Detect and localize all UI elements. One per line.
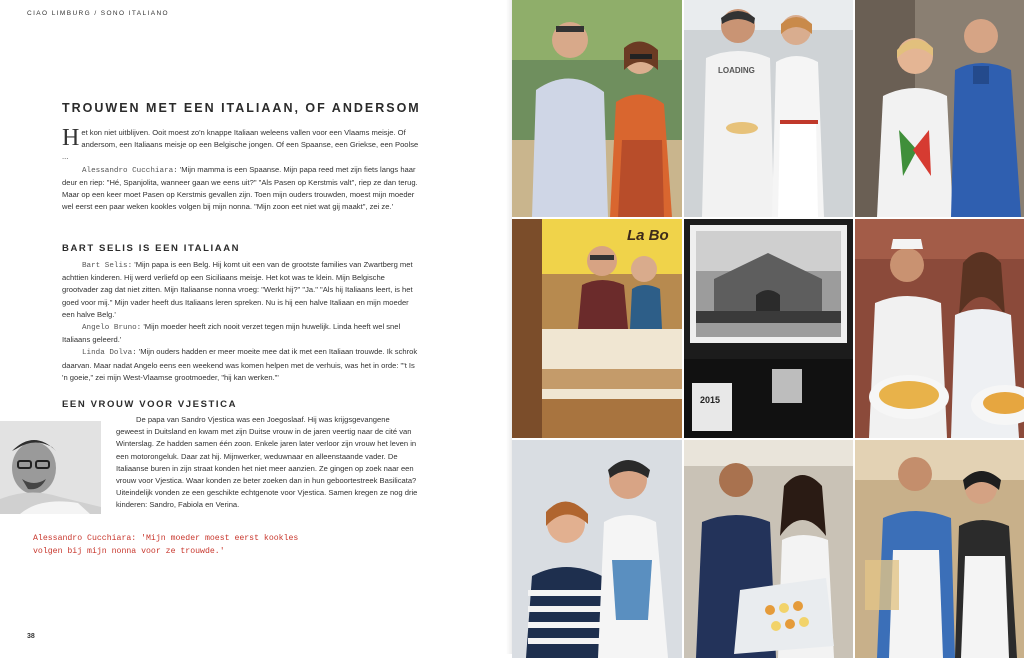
intro-paragraph (62, 127, 420, 164)
photo-couple-plates-illustration (855, 219, 1024, 438)
drop-cap: H (62, 125, 80, 151)
pull-quote: Alessandro Cucchiara: 'Mijn moeder moest eerst kookles volgen bij mijn nonna voor ze trouwde.' (33, 534, 299, 556)
photo-couple-pastries-illustration (684, 440, 853, 658)
photo-couple-plates (855, 219, 1024, 438)
photo-shop-counter-illustration (512, 219, 682, 438)
section-heading-vjestica: EEN VROUW VOOR VJESTICA (62, 399, 238, 410)
photo-historic-building (684, 219, 853, 438)
portrait-photo (0, 421, 101, 514)
vjestica-paragraph: De papa van Sandro Vjestica was een Joegoslaaf. Hij was krijgsgevangene geweest in Duitsland en kwam met zijn Duitse vrouw in de jaren veertig naar de cité van Winterslag. Ze hadden samen één zoon. Enkele jaren later verloor zijn vrouw het leven in een motorongeluk. Daar zat hij. Mijnwerker, weduwnaar en alleenstaande vader. De Italiaanse buren in zijn straat konden het niet meer aanzien. Ze gingen op zoek naar een vrouw voor Vjestica. Waar konden ze beter zoeken dan in hun geboortestreek Basilicata? Uiteindelijk vonden ze een geschikte echtgenote voor Vjestica. Samen kregen ze nog drie kinderen: Sandro, Fabiola en Verina. (116, 415, 418, 510)
page-number: 38 (27, 633, 35, 640)
year-sign: 2015 (700, 395, 721, 405)
photo-couple-blue-shirt-illustration (855, 0, 1024, 217)
section-vjestica (116, 414, 419, 512)
running-head: CIAO LIMBURG / SONO ITALIANO (27, 10, 170, 17)
section-heading-bart-selis: BART SELIS IS EEN ITALIAAN (62, 243, 241, 254)
speaker-name: Alessandro Cucchiara: (82, 166, 178, 175)
article-title: TROUWEN MET EEN ITALIAAN, OF ANDERSOM (62, 101, 421, 115)
photo-couple-terrace (512, 0, 682, 217)
photo-couple-striped-illustration (512, 440, 682, 658)
left-page (0, 0, 512, 654)
photo-couple-pastries (684, 440, 853, 658)
photo-couple-kitchen (684, 0, 853, 217)
quote-paragraph (62, 346, 420, 384)
photo-couple-blue-shirt (855, 0, 1024, 217)
photo-couple-striped (512, 440, 682, 658)
photo-shop-counter (512, 219, 682, 438)
photo-couple-aprons (855, 440, 1024, 658)
portrait-illustration (0, 421, 101, 514)
photo-couple-terrace-illustration (512, 0, 682, 217)
intro-text: et kon niet uitblijven. Ooit moest zo'n knappe Italiaan weleens vallen voor een Vlaams meisje. Of andersom, een Italiaans meisje op een Belgische jongen. Of een Spaanse, een Griekse, een Poolse ... (62, 128, 419, 162)
photo-grid (512, 0, 1024, 654)
speaker-name: Angelo Bruno: (82, 324, 142, 333)
section-intro (62, 127, 420, 213)
photo-historic-building-illustration (684, 219, 853, 438)
quote-text: 'Mijn papa is een Belg. Hij komt uit een van de grootste families van Zwartberg met achttien kinderen. Hij werd verliefd op een Siciliaans meisje. Het kot was te klein. Mijn Belgische grootvader zag dat niet zitten. Mijn Italiaanse nonna vroeg: "Werkt hij?" "Ja." "Als hij Italiaans leert, is het goed voor mij." Mijn vader heeft dus Italiaans leren spreken. Nu is hij een halve Italiaan en mijn moeder een halve Belg.' (62, 260, 413, 319)
quote-text: 'Mijn ouders hadden er meer moeite mee dat ik met een Italiaan trouwde. Ik schrok daarvan. Maar nadat Angelo eens een weekend was komen helpen met de verhuis, was het in orde: "'t Is 'n goeie," zei mijn West-Vlaamse grootmoeder, "hij kan werken."' (62, 347, 418, 382)
quote-paragraph (62, 321, 420, 346)
shirt-text: LOADING (718, 66, 755, 75)
photo-couple-aprons-illustration (855, 440, 1024, 658)
shop-sign: La Bo (627, 227, 669, 244)
speaker-name: Bart Selis: (82, 262, 133, 270)
quote-paragraph (62, 259, 420, 321)
quote-text: 'Mijn moeder heeft zich nooit verzet tegen mijn huwelijk. Linda heeft wel snel Italiaans geleerd.' (62, 322, 401, 345)
quote-paragraph (62, 164, 420, 214)
quote-text: 'Mijn mamma is een Spaanse. Mijn papa reed met zijn fiets langs haar deur en riep: "Hé, Spanjolita, wanneer gaan we eens uit?" "Als Pasen op Kerstmis valt", riep ze dan terug. Maar op een keer moet Pasen op Kerstmis gevallen zijn. Toen mijn ouders trouwden, moest mijn moeder wel eerst een paar weken kookles volgen bij mijn nonna. "Mijn zoon eet niet wat gij maakt", zei ze.' (62, 164, 418, 212)
section-bart-selis (62, 259, 420, 384)
photo-couple-kitchen-illustration (684, 0, 853, 217)
speaker-name: Linda Dolva: (82, 349, 137, 358)
